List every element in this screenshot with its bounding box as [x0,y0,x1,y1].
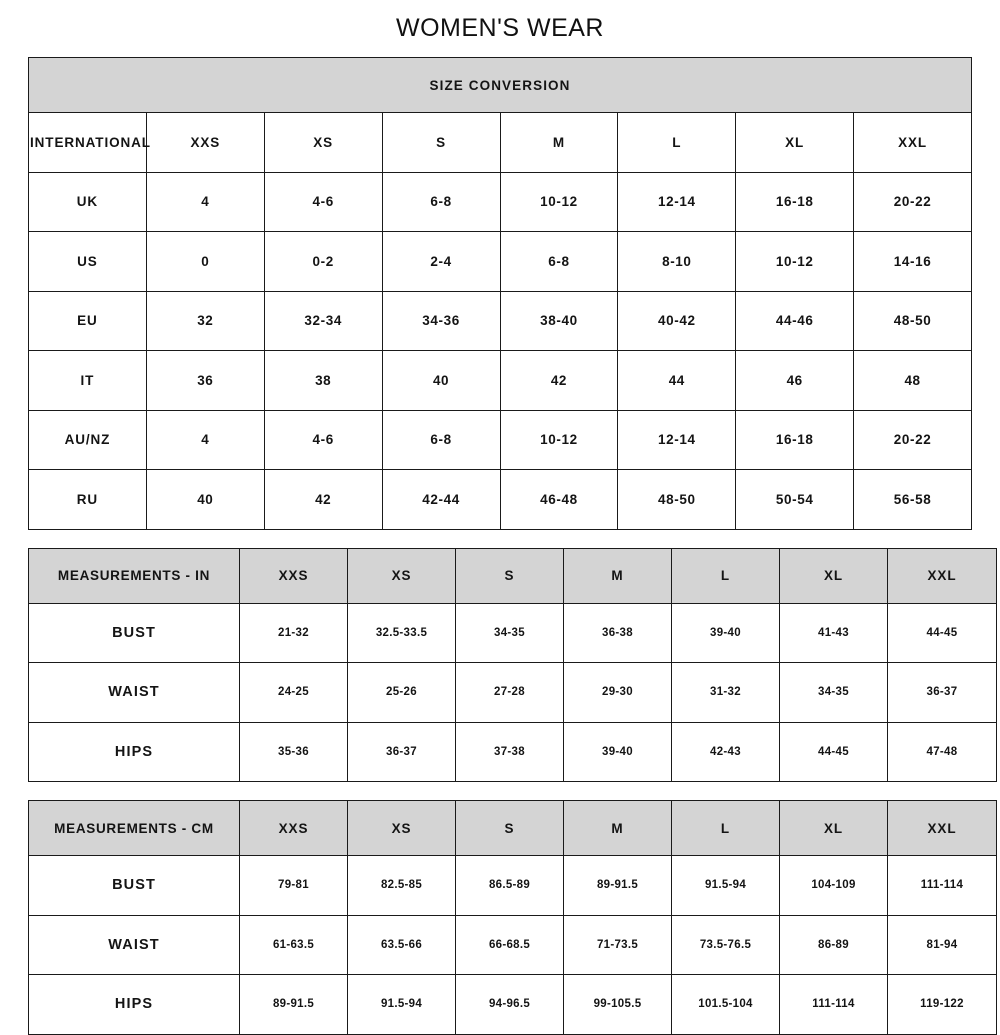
table-row [29,722,997,782]
cell-cm-waist-xs: 63.5-66 [348,915,456,975]
table-row [29,470,972,530]
cell-ru-m: 46-48 [500,470,618,530]
cell-in-bust-xxl: 44-45 [888,603,997,663]
cell-in-bust-xs: 32.5-33.5 [348,603,456,663]
cell-in-hips-xl: 44-45 [780,722,888,782]
column-header-international: INTERNATIONAL [29,113,147,173]
cell-in-waist-xxs: 24-25 [240,663,348,723]
cell-uk-l: 12-14 [618,172,736,232]
cell-in-bust-xl: 41-43 [780,603,888,663]
cell-cm-hips-xxl: 119-122 [888,975,997,1035]
column-header-xxl: XXL [854,113,972,173]
cell-us-xs: 0-2 [264,232,382,292]
cell-it-xxl: 48 [854,351,972,411]
cell-in-bust-l: 39-40 [672,603,780,663]
cell-aunz-m: 10-12 [500,410,618,470]
table-row [29,410,972,470]
cell-aunz-xxs: 4 [146,410,264,470]
table-header-row [29,801,997,856]
table-header-row [29,548,997,603]
table-row [29,351,972,411]
cell-eu-xxs: 32 [146,291,264,351]
cell-in-bust-xxs: 21-32 [240,603,348,663]
cell-ru-l: 48-50 [618,470,736,530]
cell-cm-bust-m: 89-91.5 [564,856,672,916]
cell-ru-xs: 42 [264,470,382,530]
column-header-measurements-cm: MEASUREMENTS - CM [29,801,240,856]
column-header-measurements-in: MEASUREMENTS - IN [29,548,240,603]
row-label-cm-hips: HIPS [29,975,240,1035]
cell-eu-xxl: 48-50 [854,291,972,351]
row-label-in-hips: HIPS [29,722,240,782]
table-banner-row [29,58,972,113]
cell-eu-xs: 32-34 [264,291,382,351]
cell-aunz-xl: 16-18 [736,410,854,470]
page-title: WOMEN'S WEAR [396,14,604,42]
table-row [29,232,972,292]
column-header-in-l: L [672,548,780,603]
cell-in-hips-xxs: 35-36 [240,722,348,782]
cell-cm-bust-xxl: 111-114 [888,856,997,916]
column-header-in-xxl: XXL [888,548,997,603]
column-header-xl: XL [736,113,854,173]
cell-cm-hips-m: 99-105.5 [564,975,672,1035]
cell-in-bust-m: 36-38 [564,603,672,663]
column-header-cm-l: L [672,801,780,856]
cell-cm-waist-l: 73.5-76.5 [672,915,780,975]
cell-uk-xl: 16-18 [736,172,854,232]
column-header-m: M [500,113,618,173]
table-header-row [29,113,972,173]
size-conversion-banner: SIZE CONVERSION [29,58,972,113]
cell-uk-s: 6-8 [382,172,500,232]
table-row [29,172,972,232]
cell-cm-hips-xs: 91.5-94 [348,975,456,1035]
cell-uk-xs: 4-6 [264,172,382,232]
cell-in-hips-l: 42-43 [672,722,780,782]
cell-in-waist-xxl: 36-37 [888,663,997,723]
column-header-cm-s: S [456,801,564,856]
cell-eu-xl: 44-46 [736,291,854,351]
cell-us-m: 6-8 [500,232,618,292]
column-header-in-xl: XL [780,548,888,603]
cell-cm-hips-l: 101.5-104 [672,975,780,1035]
row-label-us: US [29,232,147,292]
cell-cm-waist-s: 66-68.5 [456,915,564,975]
cell-uk-xxl: 20-22 [854,172,972,232]
cell-cm-waist-m: 71-73.5 [564,915,672,975]
column-header-in-xxs: XXS [240,548,348,603]
cell-it-xs: 38 [264,351,382,411]
cell-it-l: 44 [618,351,736,411]
cell-in-waist-xl: 34-35 [780,663,888,723]
cell-cm-hips-xxs: 89-91.5 [240,975,348,1035]
cell-ru-xxs: 40 [146,470,264,530]
measurements-inches-table [28,548,997,783]
cell-in-waist-s: 27-28 [456,663,564,723]
cell-cm-waist-xl: 86-89 [780,915,888,975]
cell-us-xxs: 0 [146,232,264,292]
column-header-s: S [382,113,500,173]
cell-us-s: 2-4 [382,232,500,292]
column-header-xxs: XXS [146,113,264,173]
cell-ru-xxl: 56-58 [854,470,972,530]
cell-uk-m: 10-12 [500,172,618,232]
cell-in-hips-s: 37-38 [456,722,564,782]
row-label-it: IT [29,351,147,411]
cell-cm-bust-l: 91.5-94 [672,856,780,916]
table-row [29,291,972,351]
cell-in-waist-l: 31-32 [672,663,780,723]
column-header-cm-xxl: XXL [888,801,997,856]
row-label-uk: UK [29,172,147,232]
cell-it-xxs: 36 [146,351,264,411]
size-conversion-table [28,57,972,530]
cell-cm-waist-xxs: 61-63.5 [240,915,348,975]
cell-cm-bust-xl: 104-109 [780,856,888,916]
cell-ru-xl: 50-54 [736,470,854,530]
column-header-in-s: S [456,548,564,603]
table-row [29,975,997,1035]
row-label-aunz: AU/NZ [29,410,147,470]
cell-cm-bust-s: 86.5-89 [456,856,564,916]
cell-cm-waist-xxl: 81-94 [888,915,997,975]
cell-aunz-l: 12-14 [618,410,736,470]
row-label-eu: EU [29,291,147,351]
cell-in-hips-m: 39-40 [564,722,672,782]
table-row [29,915,997,975]
cell-eu-m: 38-40 [500,291,618,351]
column-header-cm-xs: XS [348,801,456,856]
measurements-cm-table [28,800,997,1035]
cell-in-hips-xs: 36-37 [348,722,456,782]
cell-us-xl: 10-12 [736,232,854,292]
cell-aunz-xxl: 20-22 [854,410,972,470]
table-row [29,603,997,663]
column-header-in-xs: XS [348,548,456,603]
column-header-xs: XS [264,113,382,173]
cell-aunz-s: 6-8 [382,410,500,470]
row-label-cm-bust: BUST [29,856,240,916]
column-header-l: L [618,113,736,173]
column-header-in-m: M [564,548,672,603]
column-header-cm-xl: XL [780,801,888,856]
column-header-cm-m: M [564,801,672,856]
table-row [29,663,997,723]
cell-ru-s: 42-44 [382,470,500,530]
table-row [29,856,997,916]
cell-eu-s: 34-36 [382,291,500,351]
row-label-in-bust: BUST [29,603,240,663]
row-label-in-waist: WAIST [29,663,240,723]
cell-in-hips-xxl: 47-48 [888,722,997,782]
cell-cm-hips-s: 94-96.5 [456,975,564,1035]
cell-us-xxl: 14-16 [854,232,972,292]
cell-uk-xxs: 4 [146,172,264,232]
cell-aunz-xs: 4-6 [264,410,382,470]
column-header-cm-xxs: XXS [240,801,348,856]
row-label-ru: RU [29,470,147,530]
cell-it-s: 40 [382,351,500,411]
cell-in-waist-xs: 25-26 [348,663,456,723]
cell-eu-l: 40-42 [618,291,736,351]
cell-in-bust-s: 34-35 [456,603,564,663]
row-label-cm-waist: WAIST [29,915,240,975]
cell-us-l: 8-10 [618,232,736,292]
cell-cm-bust-xxs: 79-81 [240,856,348,916]
cell-in-waist-m: 29-30 [564,663,672,723]
cell-cm-hips-xl: 111-114 [780,975,888,1035]
cell-cm-bust-xs: 82.5-85 [348,856,456,916]
cell-it-xl: 46 [736,351,854,411]
cell-it-m: 42 [500,351,618,411]
